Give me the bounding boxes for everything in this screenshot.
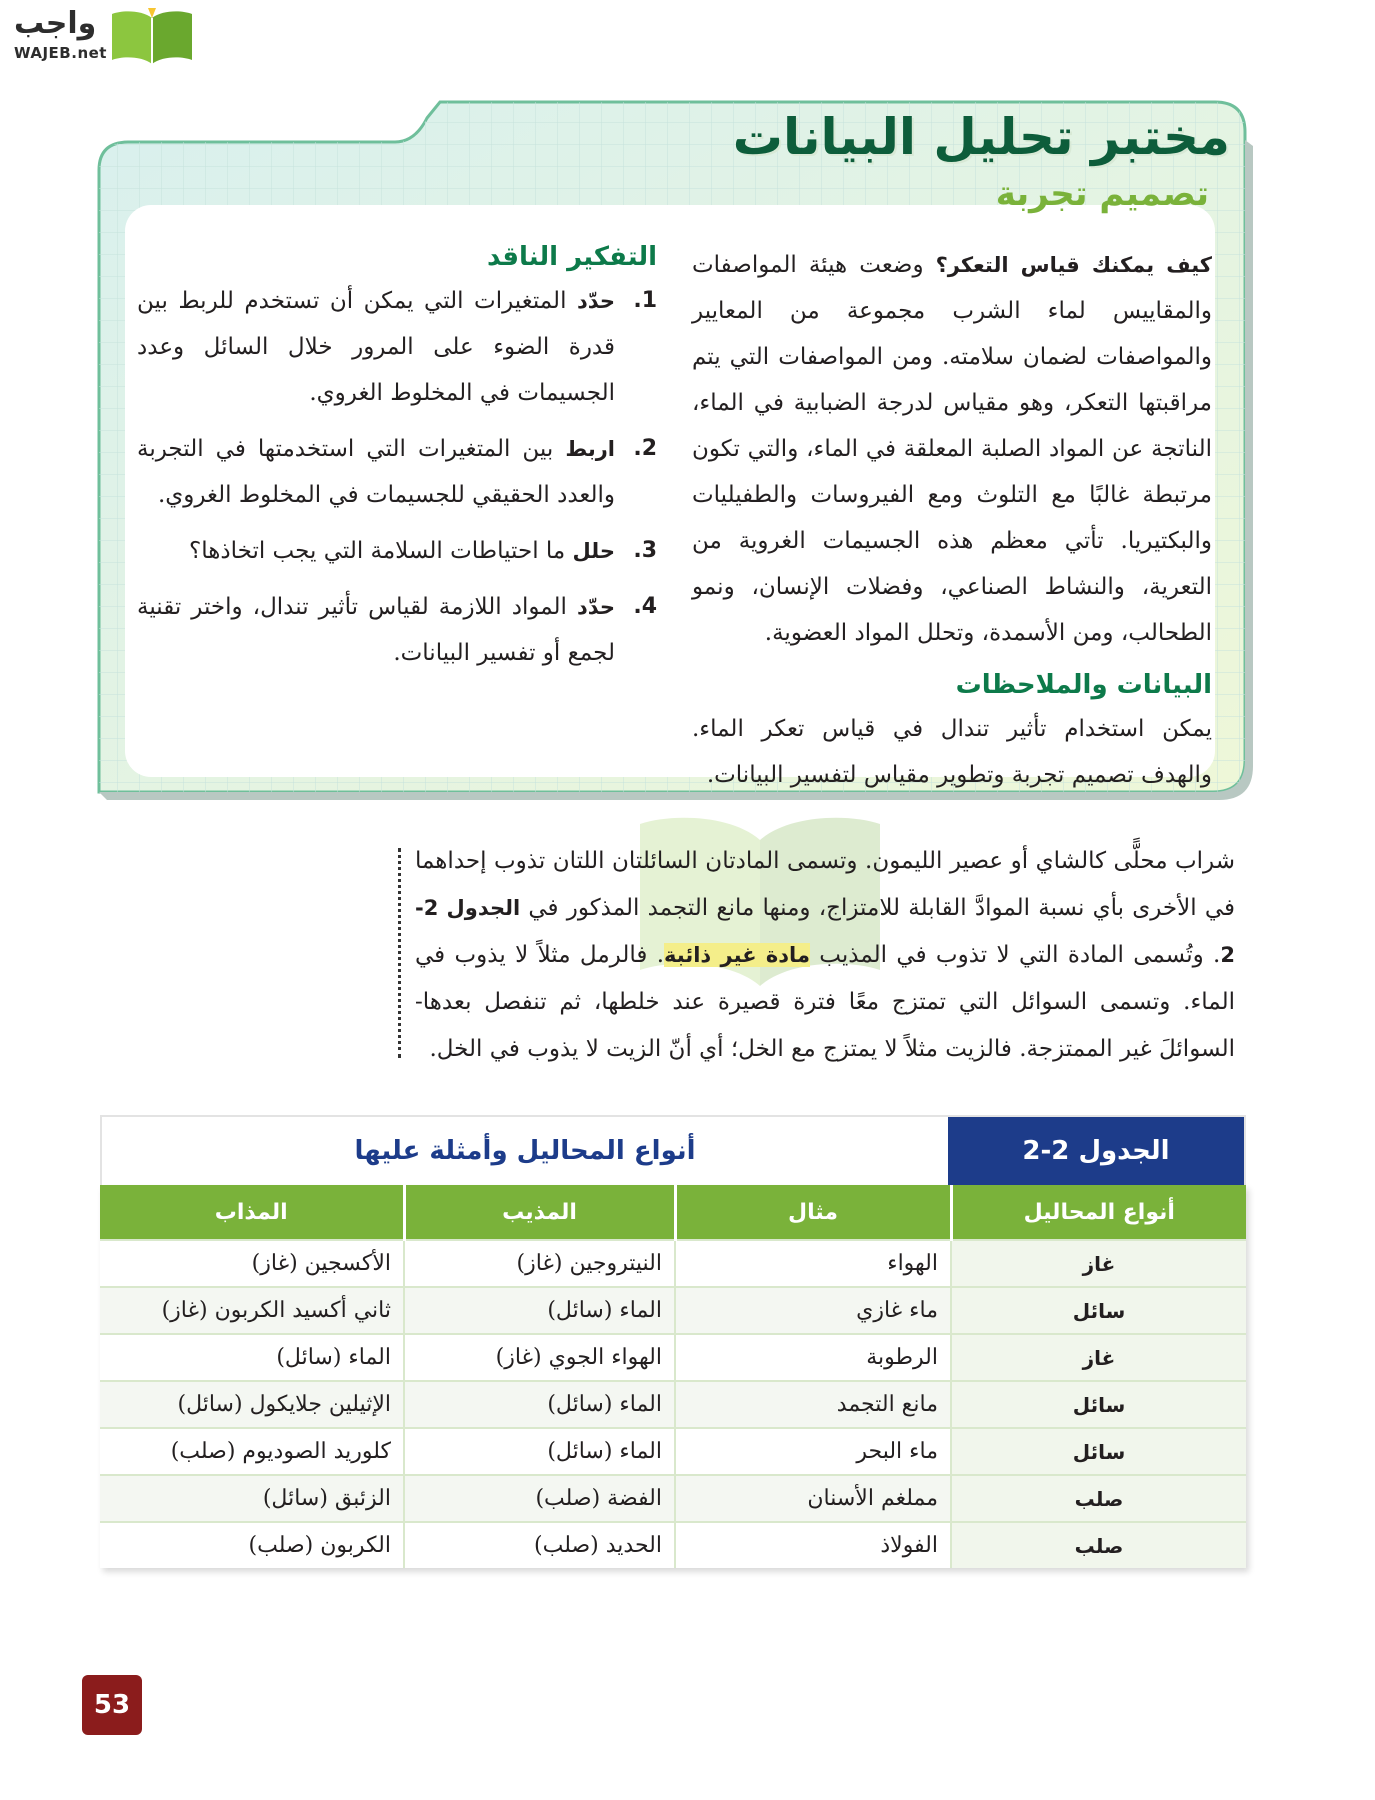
table-row: [100, 1381, 1246, 1428]
solvent-cell: الماء (سائل): [404, 1287, 675, 1334]
solvent-cell: النيتروجين (غاز): [404, 1240, 675, 1287]
critical-thinking-heading: التفكير الناقد: [486, 242, 657, 272]
solution-type-cell: غاز: [951, 1334, 1246, 1381]
solution-type-cell: سائل: [951, 1381, 1246, 1428]
solution-type-cell: صلب: [951, 1475, 1246, 1522]
table-header-row: [100, 1185, 1246, 1240]
question-verb: حدّد: [576, 595, 615, 619]
page-number: 53: [82, 1675, 142, 1735]
table-row: [100, 1287, 1246, 1334]
lab-intro-column: [692, 242, 1212, 798]
question-number: 1.: [633, 288, 657, 313]
solvent-cell: الماء (سائل): [404, 1381, 675, 1428]
example-cell: الفولاذ: [675, 1522, 951, 1568]
question-item: [137, 584, 657, 676]
solvent-cell: الماء (سائل): [404, 1428, 675, 1475]
body-part-3: . فالرمل مثلاً لا يذوب في الماء. وتسمى السوائل التي تمتزج معًا فترة قصيرة عند خلطها، ثم تنفصل بعدها- السوائلَ غير الممتزجة. فالزيت مثلاً لا يمتزج مع الخل؛ أي أنّ الزيت لا يذوب في الخل.: [415, 942, 1235, 1062]
question-number: 3.: [633, 538, 657, 563]
question-number: 4.: [633, 594, 657, 619]
table-row: [100, 1475, 1246, 1522]
data-observations-text: يمكن استخدام تأثير تندال في قياس تعكر الماء. والهدف تصميم تجربة وتطوير مقياس لتفسير البيانات.: [692, 716, 1212, 788]
question-text: المتغيرات التي يمكن أن تستخدم للربط بين قدرة الضوء على المرور خلال السائل وعدد الجسيمات في المخلوط الغروي.: [137, 288, 615, 406]
table-caption: الجدول 2-2: [948, 1117, 1244, 1185]
example-cell: الهواء: [675, 1240, 951, 1287]
table-row: [100, 1240, 1246, 1287]
table-row: [100, 1334, 1246, 1381]
lab-intro-lead: كيف يمكنك قياس التعكر؟: [935, 253, 1212, 277]
solute-cell: الماء (سائل): [100, 1334, 404, 1381]
lab-intro-text: وضعت هيئة المواصفات والمقاييس لماء الشرب مجموعة من المعايير والمواصفات لضمان سلامته. ومن المواصفات التي يتم مراقبتها التعكر، وهو مقياس لدرجة الضبابية في الماء، الناتجة عن المواد الصلبة المعلقة في الماء، والتي تكون مرتبطة غالبًا مع التلوث ومع الفيروسات والطفيليات والبكتيريا. تأتي معظم هذه الجسيمات الغروية من التعرية، والنشاط الصناعي، وفضلات الإنسان، ونمو الطحالب، ومن الأسمدة، وتحلل المواد العضوية.: [692, 252, 1212, 646]
solutions-table: [100, 1185, 1246, 1568]
body-paragraph: [415, 838, 1235, 1073]
example-cell: ماء غازي: [675, 1287, 951, 1334]
solution-type-cell: غاز: [951, 1240, 1246, 1287]
example-cell: مملغم الأسنان: [675, 1475, 951, 1522]
question-item: [137, 528, 657, 574]
question-item: [137, 426, 657, 518]
lab-intro-paragraph: [692, 242, 1212, 656]
highlighted-term: مادة غير ذائبة: [664, 943, 810, 967]
question-list: [137, 278, 657, 676]
solvent-cell: الهواء الجوي (غاز): [404, 1334, 675, 1381]
lab-title: مختبر تحليل البيانات: [732, 108, 1230, 166]
column-header-solvent: المذيب: [404, 1185, 675, 1240]
margin-dotted-rule: [398, 848, 401, 1058]
solution-type-cell: صلب: [951, 1522, 1246, 1568]
wajeb-logo[interactable]: [8, 4, 198, 66]
solutions-table-block: [100, 1115, 1246, 1568]
solute-cell: كلوريد الصوديوم (صلب): [100, 1428, 404, 1475]
question-verb: اربط: [565, 437, 615, 461]
question-verb: حلل: [572, 539, 615, 563]
solute-cell: الزئبق (سائل): [100, 1475, 404, 1522]
table-header-bar: [100, 1115, 1246, 1185]
data-observations-heading: البيانات والملاحظات: [955, 670, 1212, 700]
table-row: [100, 1428, 1246, 1475]
logo-latin-text: WAJEB.net: [14, 44, 107, 62]
question-text: بين المتغيرات التي استخدمتها في التجربة والعدد الحقيقي للجسيمات في المخلوط الغروي.: [137, 436, 615, 508]
table-title: أنواع المحاليل وأمثلة عليها: [354, 1136, 696, 1166]
critical-thinking-column: [137, 242, 657, 686]
solution-type-cell: سائل: [951, 1428, 1246, 1475]
solvent-cell: الفضة (صلب): [404, 1475, 675, 1522]
question-item: [137, 278, 657, 416]
solution-type-cell: سائل: [951, 1287, 1246, 1334]
solute-cell: الكربون (صلب): [100, 1522, 404, 1568]
column-header-example: مثال: [675, 1185, 951, 1240]
column-header-type: أنواع المحاليل: [951, 1185, 1246, 1240]
solvent-cell: الحديد (صلب): [404, 1522, 675, 1568]
lab-subtitle: تصميم تجربة: [995, 174, 1209, 214]
solute-cell: الإثيلين جلايكول (سائل): [100, 1381, 404, 1428]
open-book-icon: [108, 8, 196, 64]
body-part-1: شراب محلًّى كالشاي أو عصير الليمون. وتسمى المادتان السائلتان اللتان تذوب إحداهما في الأخرى بأي نسبة الموادَّ القابلة للامتزاج، ومنها مانع التجمد المذكور في: [415, 848, 1236, 921]
table-row: [100, 1522, 1246, 1568]
logo-arabic-text: واجب: [14, 6, 97, 41]
question-text: المواد اللازمة لقياس تأثير تندال، واختر تقنية لجمع أو تفسير البيانات.: [137, 594, 615, 666]
example-cell: مانع التجمد: [675, 1381, 951, 1428]
example-cell: ماء البحر: [675, 1428, 951, 1475]
table-reference: الجدول 2-2: [415, 896, 1235, 967]
example-cell: الرطوبة: [675, 1334, 951, 1381]
solute-cell: ثاني أكسيد الكربون (غاز): [100, 1287, 404, 1334]
question-verb: حدّد: [576, 289, 615, 313]
question-number: 2.: [633, 436, 657, 461]
question-text: ما احتياطات السلامة التي يجب اتخاذها؟: [189, 538, 573, 564]
body-part-2: . وتُسمى المادة التي لا تذوب في المذيب: [809, 942, 1221, 968]
solute-cell: الأكسجين (غاز): [100, 1240, 404, 1287]
column-header-solute: المذاب: [100, 1185, 404, 1240]
